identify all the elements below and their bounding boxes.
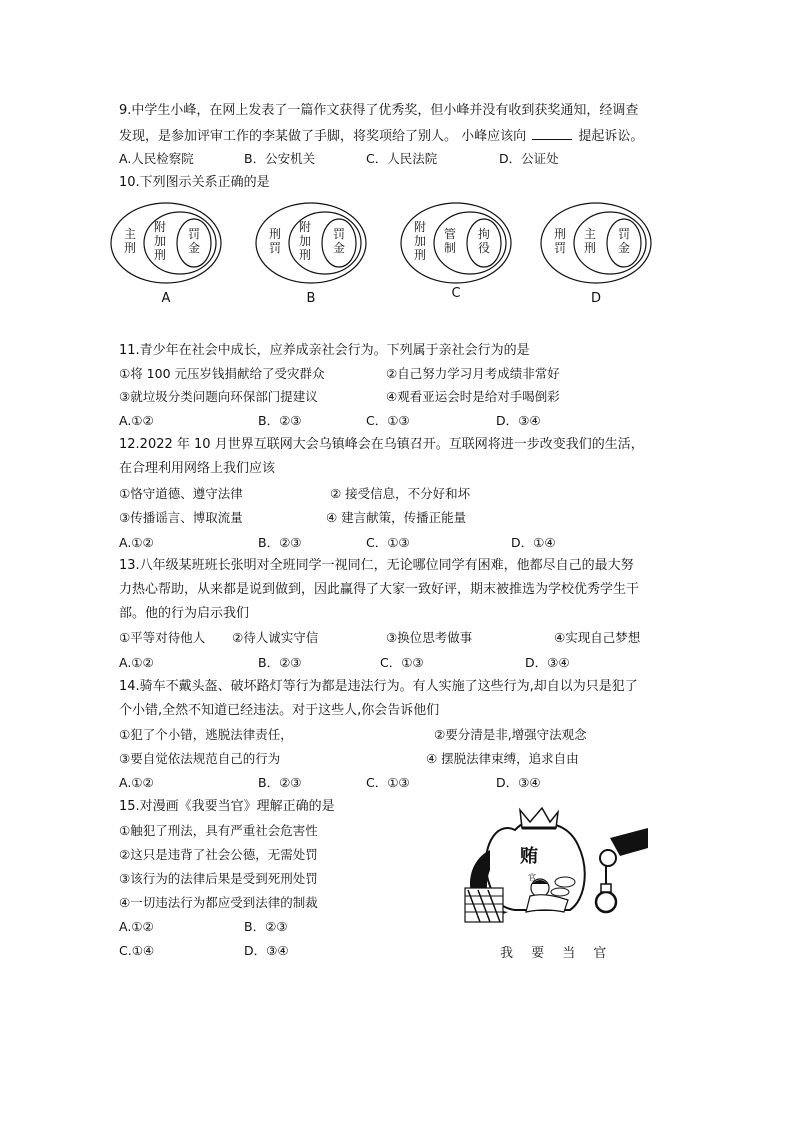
q13-stem-line2: 力热心帮助，从来都是说到做到，因此赢得了大家一致好评，期末被推选为学校优秀学生干 <box>119 582 640 597</box>
diagram-letter-label: B <box>306 291 316 306</box>
q14-stem-line1: 14.骑车不戴头盔、破坏路灯等行为都是违法行为。有人实施了这些行为,却自以为只是犯了 <box>119 679 638 694</box>
q10-diagrams <box>108 195 668 310</box>
q15-option-b: B．②③ <box>244 919 288 934</box>
q12-option-b: B．②③ <box>258 535 302 550</box>
q15-statement-3: ③该行为的法律后果是受到死刑处罚 <box>119 871 318 886</box>
q15-cartoon <box>460 800 650 928</box>
q13-statement-4: ④实现自己梦想 <box>554 630 641 645</box>
q12-statement-2: ② 接受信息，不分好和坏 <box>330 486 471 501</box>
q15-statement-1: ①触犯了刑法，具有严重社会危害性 <box>119 823 318 838</box>
q9-option-a: A.人民检察院 <box>119 151 194 166</box>
q12-option-c: C．①③ <box>366 535 410 550</box>
q14-option-b: B．②③ <box>258 775 302 790</box>
q12-option-a: A.①② <box>119 535 154 550</box>
q10-diagram-d <box>541 203 651 306</box>
q12-stem-line2: 在合理利用网络上我们应该 <box>119 461 276 476</box>
diagram-inner-label: 拘役 <box>477 227 491 255</box>
q9-stem-line2b: 提起诉讼。 <box>578 129 644 144</box>
q13-option-a: A.①② <box>119 655 154 670</box>
q13-stem-line3: 部。他的行为启示我们 <box>119 606 250 621</box>
q12-statement-3: ③传播谣言、博取流量 <box>119 510 243 525</box>
q10-diagram-a <box>111 203 221 306</box>
bag-text: 贿 <box>520 846 538 867</box>
q11-stem: 11.青少年在社会中成长，应养成亲社会行为。下列属于亲社会行为的是 <box>119 343 530 358</box>
diagram-outer-label: 刑罚 <box>268 227 282 255</box>
q15-stem: 15.对漫画《我要当官》理解正确的是 <box>119 799 335 814</box>
diagram-letter-label: C <box>451 286 461 301</box>
q14-option-c: C．①③ <box>366 775 410 790</box>
person-text: 官 <box>528 873 536 882</box>
q14-statement-4: ④ 摆脱法律束缚，追求自由 <box>426 751 579 766</box>
q15-option-c: C.①④ <box>119 943 155 958</box>
q14-statement-3: ③要自觉依法规范自己的行为 <box>119 751 281 766</box>
q10-diagram-b <box>256 203 366 306</box>
q9-option-d: D．公证处 <box>499 151 559 166</box>
q12-stem-line1: 12.2022 年 10 月世界互联网大会乌镇峰会在乌镇召开。互联网将进一步改变我们的生活， <box>119 437 644 452</box>
q11-option-c: C．①③ <box>366 413 410 428</box>
q9-option-b: B．公安机关 <box>244 151 316 166</box>
diagram-middle-label: 附加刑 <box>153 220 167 262</box>
q11-statement-1: ①将 100 元压岁钱捐献给了受灾群众 <box>119 366 325 381</box>
diagram-outer-label: 主刑 <box>123 227 137 255</box>
q12-statement-4: ④ 建言献策，传播正能量 <box>326 510 467 525</box>
money-stacks-icon <box>465 888 503 922</box>
q14-option-a: A.①② <box>119 775 154 790</box>
q13-option-b: B．②③ <box>258 655 302 670</box>
q15-statement-2: ②这只是违背了社会公德，无需处罚 <box>119 847 318 862</box>
q15-statement-4: ④一切违法行为都应受到法律的制裁 <box>119 895 318 910</box>
q13-statement-2: ②待人诚实守信 <box>232 630 319 645</box>
q12-statement-1: ①恪守道德、遵守法律 <box>119 486 243 501</box>
diagram-letter-label: D <box>590 291 602 306</box>
q14-option-d: D．③④ <box>496 775 541 790</box>
diagram-middle-label: 附加刑 <box>298 220 312 262</box>
q11-statement-2: ②自己努力学习月考成绩非常好 <box>386 366 560 381</box>
q9-option-c: C．人民法院 <box>366 151 438 166</box>
diagram-inner-label: 罚金 <box>617 227 631 255</box>
diagram-outer-label: 附加刑 <box>413 220 427 262</box>
q15-option-d: D．③④ <box>244 943 289 958</box>
q9-stem-line2 <box>119 127 643 145</box>
handcuffs-icon <box>596 828 648 912</box>
diagram-middle-label: 管制 <box>443 227 457 255</box>
q9-blank <box>532 127 572 140</box>
q11-option-a: A.①② <box>119 413 154 428</box>
q11-option-d: D．③④ <box>496 413 541 428</box>
q11-option-b: B．②③ <box>258 413 302 428</box>
q13-option-d: D．③④ <box>525 655 570 670</box>
q13-option-c: C．①③ <box>380 655 424 670</box>
diagram-inner-label: 罚金 <box>187 227 201 255</box>
q14-stem-line2: 个小错,全然不知道已经违法。对于这些人,你会告诉他们 <box>119 703 440 718</box>
q13-statement-3: ③换位思考做事 <box>386 630 473 645</box>
q11-statement-3: ③就垃圾分类问题向环保部门提建议 <box>119 389 318 404</box>
q14-statement-1: ①犯了个小错，逃脱法律责任， <box>119 727 293 742</box>
diagram-outer-label: 刑罚 <box>553 227 567 255</box>
q10-stem: 10.下列图示关系正确的是 <box>119 175 270 190</box>
q14-statement-2: ②要分清是非,增强守法观念 <box>434 727 587 742</box>
cartoon-caption: 我 要 当 官 <box>500 946 614 961</box>
q12-option-d: D．①④ <box>511 535 556 550</box>
q9-stem-line1: 9.中学生小峰，在网上发表了一篇作文获得了优秀奖，但小峰并没有收到获奖通知，经调查 <box>119 103 639 118</box>
diagram-letter-label: A <box>161 291 171 306</box>
q13-stem-line1: 13.八年级某班班长张明对全班同学一视同仁，无论哪位同学有困难，他都尽自己的最大努 <box>119 558 634 573</box>
diagram-middle-label: 主刑 <box>583 227 597 255</box>
q15-option-a: A.①② <box>119 919 154 934</box>
q9-stem-line2a: 发现，是参加评审工作的李某做了手脚，将奖项给了别人。 小峰应该向 <box>119 129 527 144</box>
q10-diagram-c <box>401 203 511 301</box>
q13-statement-1: ①平等对待他人 <box>119 630 206 645</box>
diagram-inner-label: 罚金 <box>332 227 346 255</box>
q11-statement-4: ④观看亚运会时是给对手喝倒彩 <box>386 389 560 404</box>
